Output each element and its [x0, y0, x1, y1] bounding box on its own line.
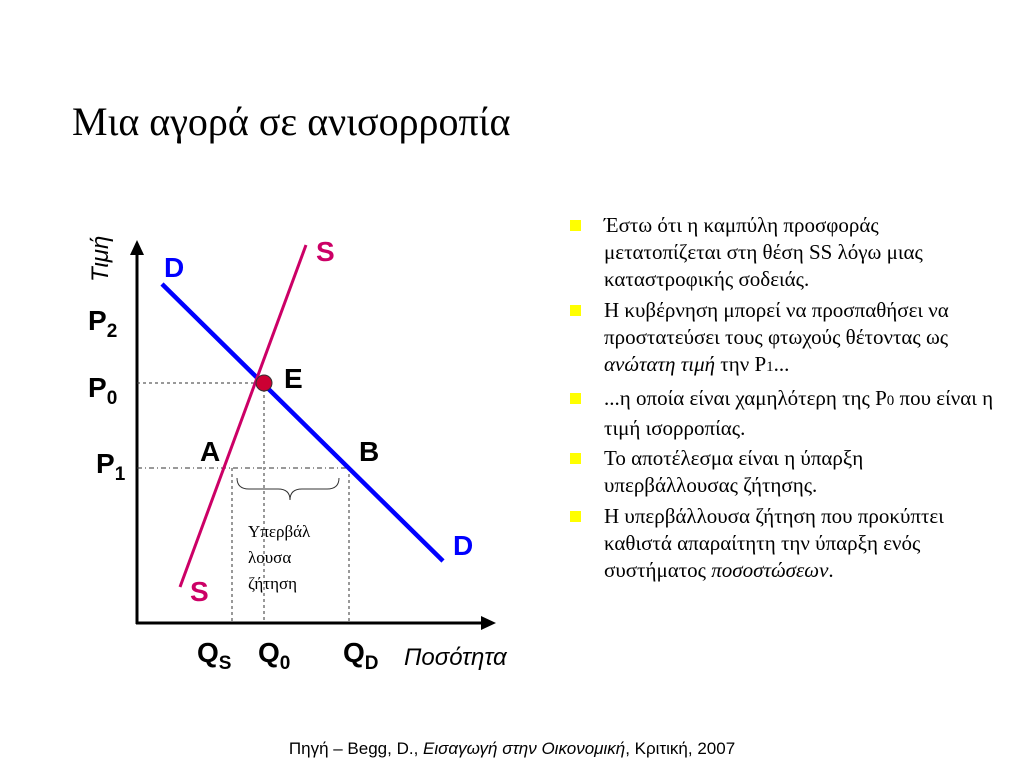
y-axis-label: Τιμή: [87, 235, 114, 282]
point-b-label: B: [359, 436, 380, 467]
supply-label-bottom: S: [190, 576, 209, 607]
square-bullet-icon: [570, 393, 581, 404]
bullet-item: [568, 297, 998, 381]
y-axis-arrow: [130, 240, 144, 255]
square-bullet-icon: [570, 220, 581, 231]
excess-demand-brace: [237, 478, 339, 500]
bullet-text-pre: Η υπερβάλλουσα ζήτηση που προκύπτει καθιστά απαραίτητη την ύπαρξη ενός συστήματος: [604, 504, 944, 582]
bullet-text-subscript: 1: [766, 359, 774, 375]
point-a-label: A: [200, 436, 221, 467]
x-axis-arrow: [481, 616, 496, 630]
bullet-item: [568, 503, 998, 584]
source-book-title: Εισαγωγή στην Οικονομική: [423, 739, 626, 758]
square-bullet-icon: [570, 511, 581, 522]
source-text-pre: Πηγή – Begg, D.,: [288, 739, 424, 758]
bullet-text-ellipsis: ...: [773, 352, 790, 376]
slide-title: Μια αγορά σε ανισορροπία: [72, 99, 511, 144]
price-label-p1: $P_1$: [96, 448, 126, 485]
quantity-label-q0: $Q_0$: [258, 637, 291, 674]
bullet-item: [568, 385, 998, 442]
quantity-label-qd: $Q_D$: [343, 637, 379, 674]
bullet-item: [568, 445, 998, 499]
supply-label-top: S: [316, 236, 335, 267]
price-label-p2: $P_2$: [88, 305, 118, 342]
excess-demand-label-line1: Υπερβάλ: [248, 522, 311, 541]
bullet-text-post: που είναι η τιμή ισορροπίας.: [604, 386, 994, 440]
bullet-text-emphasis: ανώτατη τιμή: [604, 352, 716, 376]
excess-demand-label-line2: λουσα: [248, 548, 292, 567]
quantity-label-qs: $Q_S$: [197, 637, 232, 674]
square-bullet-icon: [570, 305, 581, 316]
bullet-text: Έστω ότι η καμπύλη προσφοράς μετατοπίζεται στη θέση SS λόγω μιας καταστροφικής σοδειάς.: [604, 213, 923, 291]
source-text-post: , Κριτική, 2007: [625, 739, 736, 758]
supply-demand-diagram: [0, 0, 560, 700]
equilibrium-point: [256, 375, 272, 391]
square-bullet-icon: [570, 453, 581, 464]
demand-label-top: D: [164, 252, 185, 283]
bullet-text-emphasis: ποσοστώσεων: [711, 558, 829, 582]
source-citation: [0, 739, 1024, 759]
bullet-text-pre: Η κυβέρνηση μπορεί να προσπαθήσει να προστατεύσει τους φτωχούς θέτοντας ως: [604, 298, 949, 349]
bullet-text-post: την P: [715, 352, 767, 376]
bullet-text-post: .: [828, 558, 834, 582]
bullet-item: [568, 212, 998, 293]
bullet-text-subscript: 0: [886, 393, 895, 409]
x-axis-label: Ποσότητα: [404, 644, 507, 671]
bullet-text: Το αποτέλεσμα είναι η ύπαρξη υπερβάλλουσας ζήτησης.: [604, 446, 864, 497]
equilibrium-label: E: [284, 363, 303, 394]
demand-label-bottom: D: [453, 530, 474, 561]
bullet-text-pre: ...η οποία είναι χαμηλότερη της P: [604, 386, 887, 410]
price-label-p0: $P_0$: [88, 372, 118, 409]
bullet-list: [568, 212, 998, 588]
excess-demand-label-line3: ζήτηση: [248, 574, 298, 593]
